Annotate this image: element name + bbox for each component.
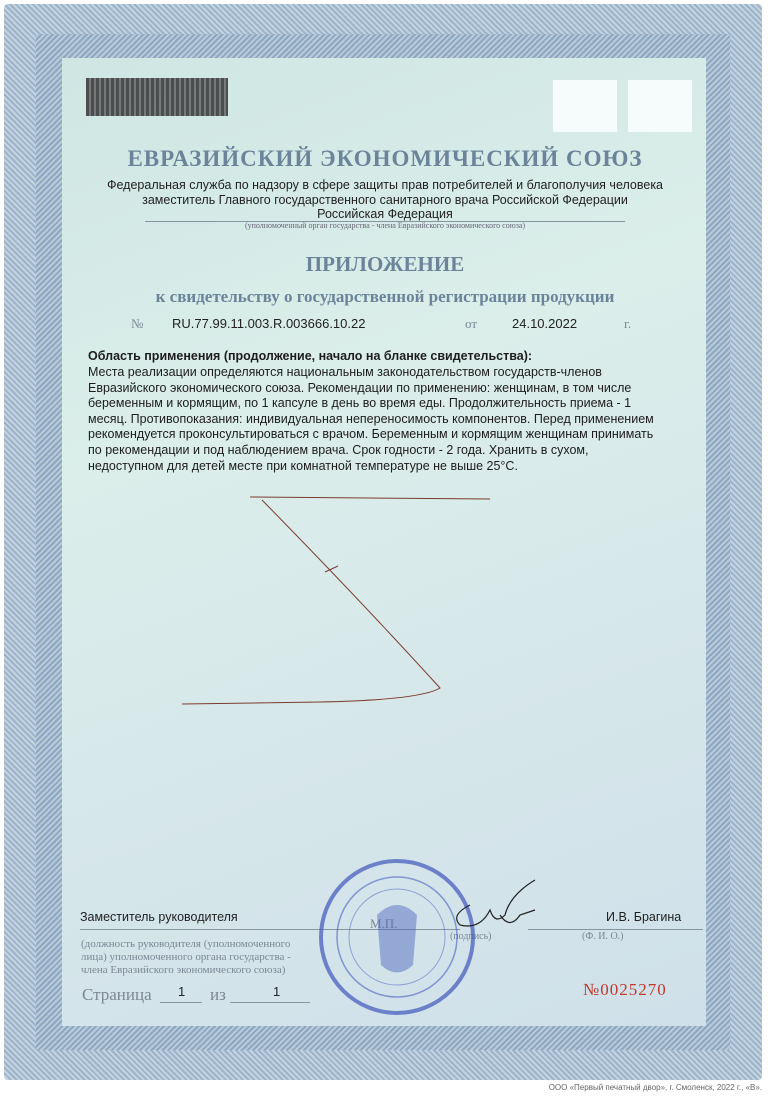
divider [160, 1002, 202, 1003]
date-label: от [465, 316, 478, 331]
scope-line: Евразийского экономического союза. Рекомендации по применению: женщинам, в том числе [88, 380, 632, 395]
position-caption: (должность руководителя (уполномоченного лица) уполномоченного органа государства - члена Евразийского экономического союза) [81, 938, 291, 976]
authority-line: Федеральная служба по надзору в сфере защиты прав потребителей и благополучия человека [106, 178, 664, 192]
scope-line: месяц. Противопоказания: индивидуальная непереносимость компонентов. Перед применением [88, 411, 654, 426]
of-label: из [210, 985, 226, 1004]
scope-heading: Область применения (продолжение, начало на бланке свидетельства): [88, 349, 533, 363]
serial-number: №0025270 [583, 980, 667, 999]
sign-caption: (подпись) [450, 931, 492, 942]
stamp-label: М.П. [370, 916, 398, 931]
scope-line: по рекомендации и под наблюдением врача. Срок годности - 2 года. Хранить в сухом, [88, 442, 589, 457]
scope-line: Места реализации определяются национальным законодательством государств-членов [88, 365, 602, 379]
signatory-position: Заместитель руководителя [80, 910, 238, 924]
scope-line: беременным и кормящим, по 1 капсуле в день во время еды. Продолжительность приема - 1 [88, 396, 632, 411]
authority-line: Российская Федерация [317, 207, 453, 221]
page-label: Страница [82, 985, 152, 1004]
page-total: 1 [273, 984, 281, 999]
signatory-name: И.В. Брагина [606, 910, 682, 924]
authority-caption: (уполномоченный орган государства - члена Евразийского экономического союза) [244, 221, 526, 230]
divider [528, 929, 703, 930]
authority-line: заместитель Главного государственного санитарного врача Российской Федерации [142, 193, 628, 207]
annex-title: ПРИЛОЖЕНИЕ [305, 252, 465, 276]
name-caption: (Ф. И. О.) [582, 931, 624, 942]
union-title: ЕВРАЗИЙСКИЙ ЭКОНОМИЧЕСКИЙ СОЮЗ [127, 146, 643, 171]
number-label: № [131, 316, 144, 331]
scope-line: недоступном для детей месте при комнатной температуре не выше 25°C. [88, 458, 518, 473]
year-suffix: г. [624, 316, 632, 331]
annex-subtitle: к свидетельству о государственной регистрации продукции [155, 287, 615, 306]
divider [230, 1002, 310, 1003]
scope-line: рекомендуется проконсультироваться с врачом. Беременным и кормящим женщинам принимать [88, 427, 654, 442]
handwritten-signature [440, 875, 550, 945]
certificate-number: RU.77.99.11.003.R.003666.10.22 [172, 316, 366, 331]
certificate-date: 24.10.2022 [512, 316, 578, 331]
page-number: 1 [178, 984, 186, 999]
printer-imprint: ООО «Первый печатный двор», г. Смоленск, 2022 г., «В». [548, 1083, 762, 1092]
